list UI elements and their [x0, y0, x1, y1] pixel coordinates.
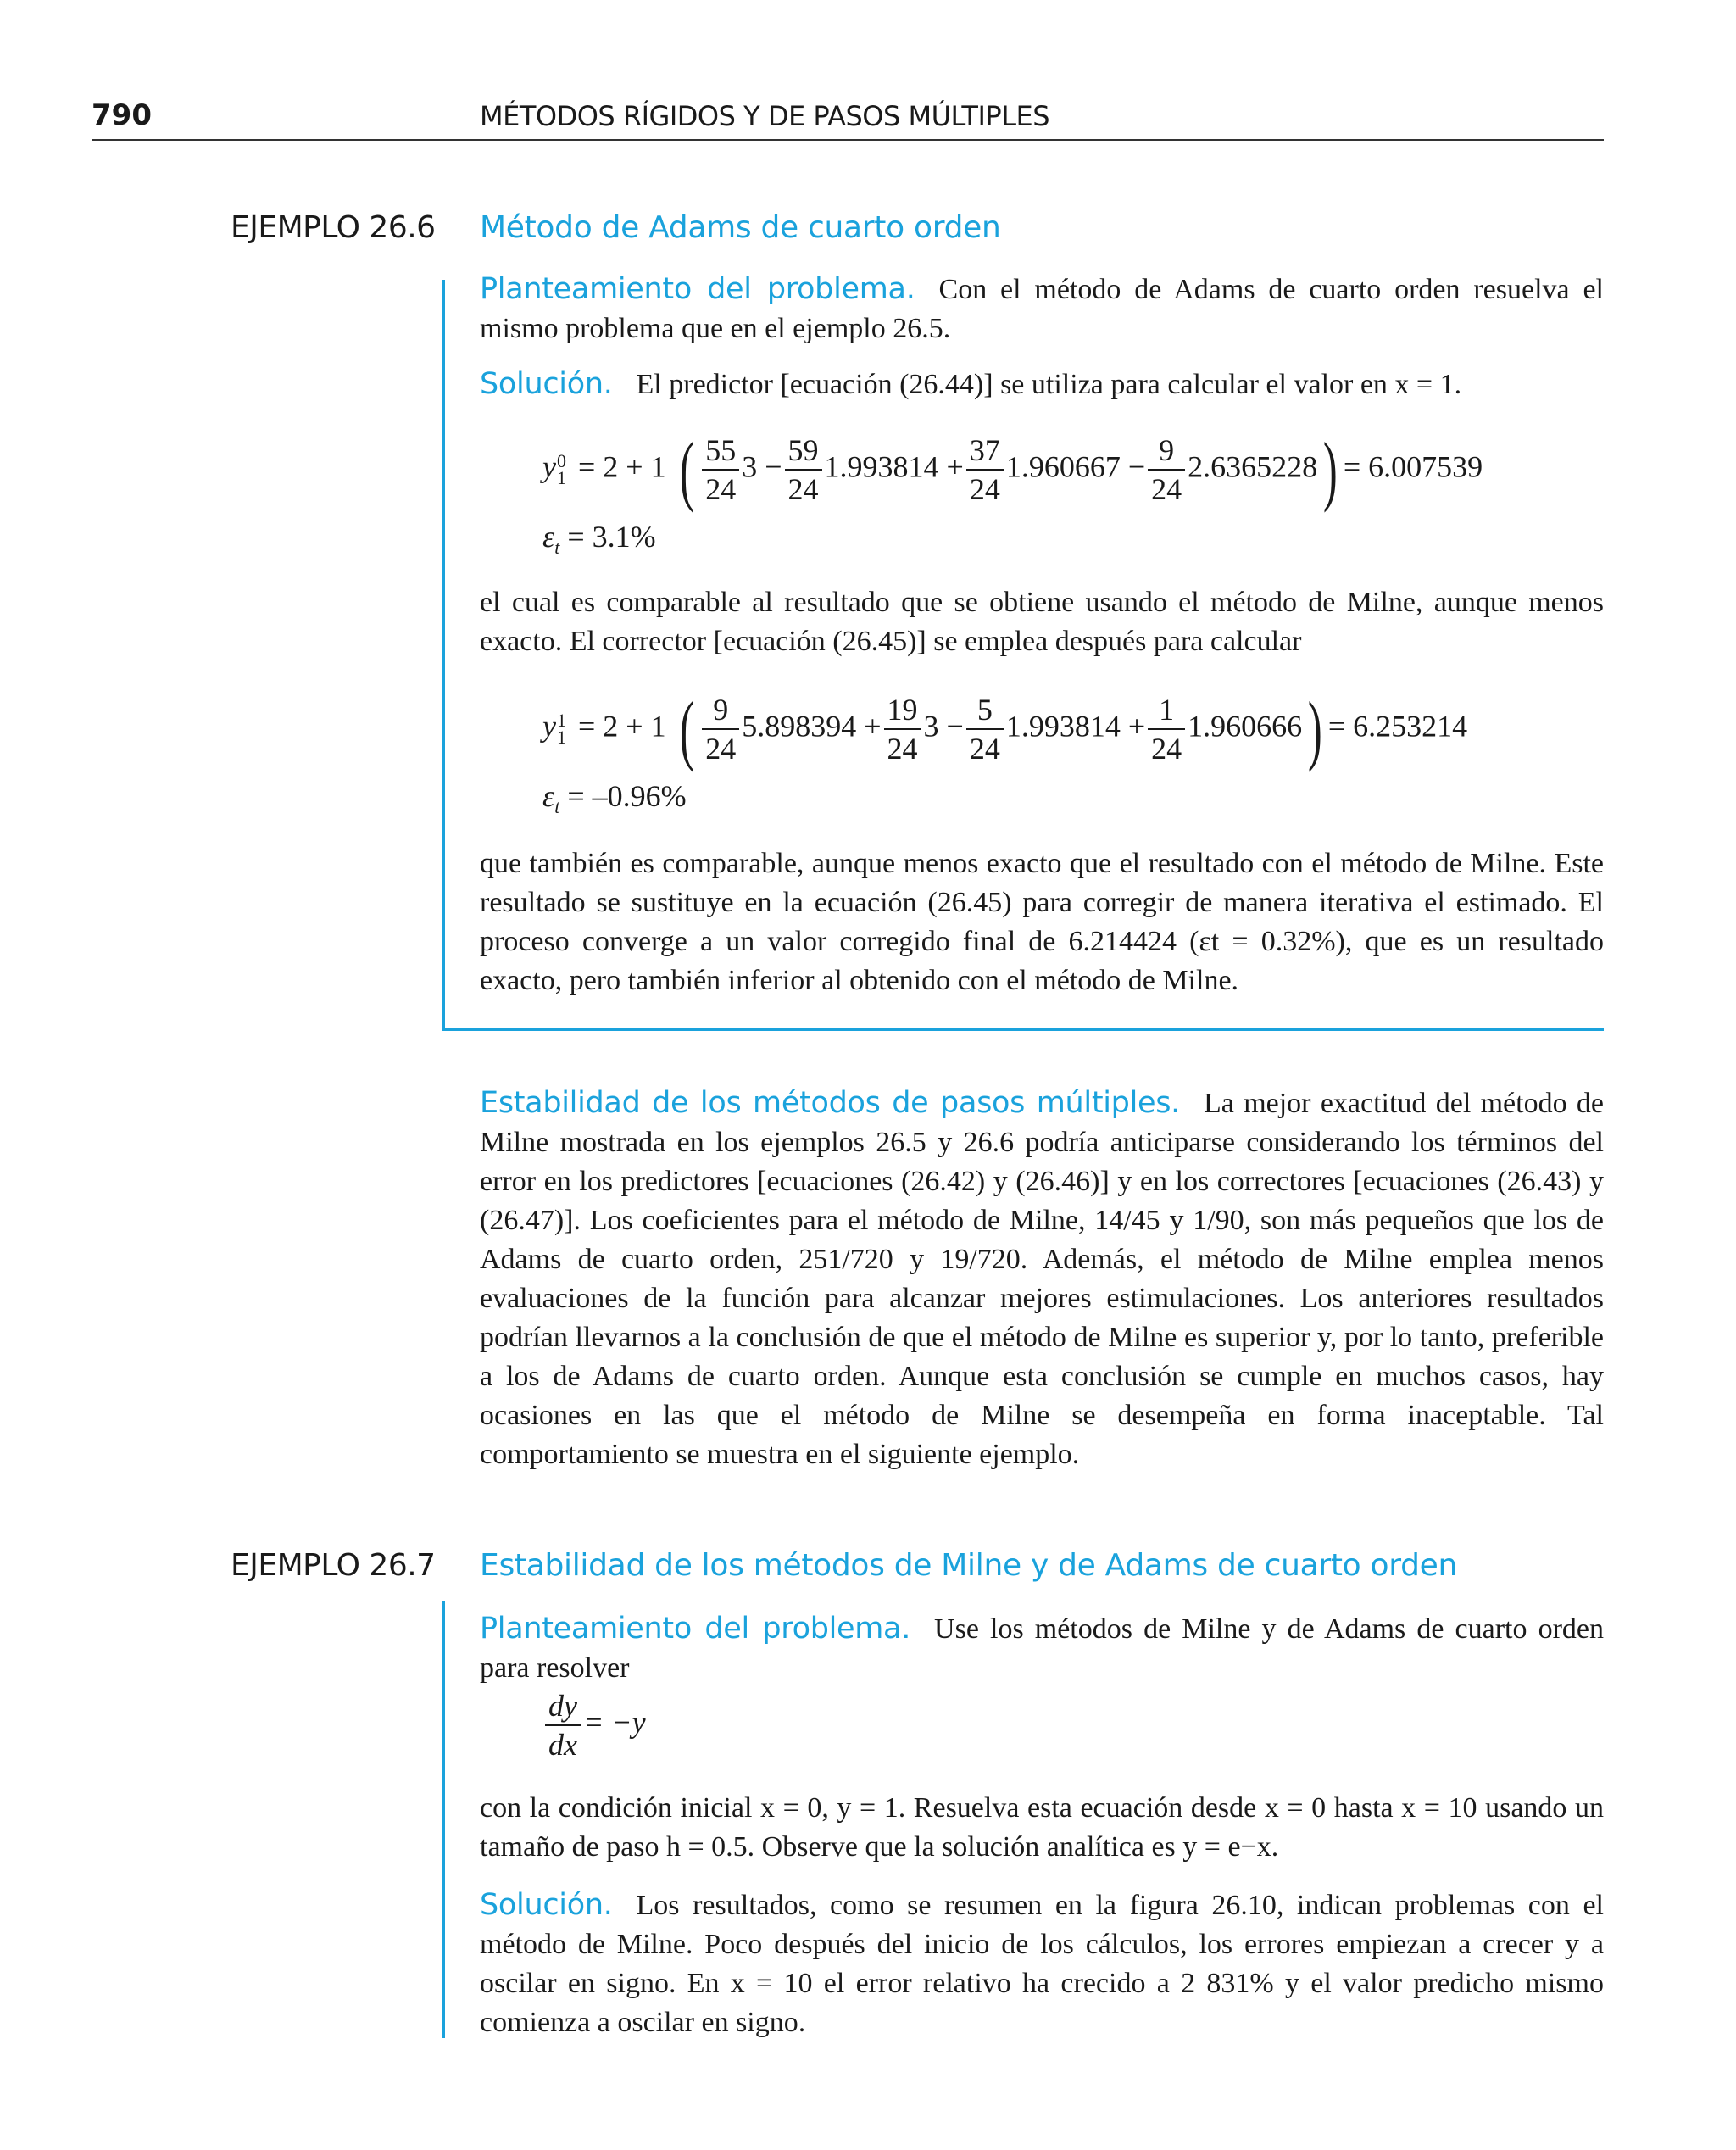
example-side-rule — [442, 1601, 445, 2038]
example-label: EJEMPLO 26.6 — [231, 210, 436, 245]
header-rule — [92, 139, 1604, 141]
example-title: Estabilidad de los métodos de Milne y de Adams de cuarto orden — [480, 1548, 1458, 1583]
example-label: EJEMPLO 26.7 — [231, 1548, 436, 1583]
relative-error-1: $\varepsilon_t = 3.1\%$ — [542, 520, 656, 559]
eq-lhs-sub: 1 — [556, 467, 566, 488]
corrector-equation: y 1 1 = 2 + 1 ( $\frac{9}{24}$ 5.898394 + $\frac{19}{24}$ 3 − $\frac{5}{24}$ 1.993814 + $\frac{1}{24}$ 1.960666) = 6.253214 — [542, 686, 1468, 772]
eq-lhs-sup: 0 — [556, 450, 566, 471]
eq-result: = 6.007539 — [1343, 449, 1483, 484]
solution-lead: Solución. — [480, 367, 613, 401]
derivative-fraction: $\frac{dy}{dx}$ — [545, 1689, 581, 1762]
comparison-paragraph: el cual es comparable al resultado que se obtiene usando el método de Milne, aunque menos exacto. El corrector [ecuación (26.45)] se emplea después para calcular — [480, 587, 1604, 657]
eq-prefix: = 2 + 1 — [577, 449, 666, 484]
fraction: $\frac{9}{24}$ — [702, 693, 739, 766]
right-paren: ) — [1308, 686, 1322, 772]
predictor-equation: y 0 1 = 2 + 1 ( $\frac{55}{24}$ 3 − $\frac{59}{24}$ 1.993814 + $\frac{37}{24}$ 1.960667 − $\frac{9}{24}$ 2.6365228) = 6.007539 — [542, 426, 1483, 513]
page-number: 790 — [92, 98, 152, 132]
condition-paragraph: con la condición inicial x = 0, y = 1. Resuelva esta ecuación desde x = 0 hasta x = 10 usando un tamaño de paso h = 0.5. Observe que la solución analítica es y = e−x. — [480, 1792, 1604, 1863]
problem-text: Con el método de Adams de cuarto orden resuelva el mismo problema que en el ejemplo 26.5. — [480, 274, 1604, 344]
solution-paragraph: Solución. Los resultados, como se resumen en la figura 26.10, indican problemas con el método de Milne. Poco después del inicio de los cálculos, los errores empiezan a crecer y a oscilar en signo. En x = 10 el error relativo ha crecido a 2 831% y el valor predicho mismo comienza a oscilar en signo. — [480, 1888, 1604, 2038]
left-paren: ( — [679, 686, 694, 772]
fraction: $\frac{19}{24}$ — [884, 693, 921, 766]
relative-error-2: $\varepsilon_t = -0.96\%$ — [542, 779, 687, 818]
example-side-rule — [442, 280, 445, 1031]
fraction: $\frac{1}{24}$ — [1148, 693, 1185, 766]
fraction: $\frac{9}{24}$ — [1148, 433, 1185, 506]
solution-text: El predictor [ecuación (26.44)] se utiliza para calcular el valor en x = 1. — [636, 369, 1462, 400]
stability-lead: Estabilidad de los métodos de pasos múltiples. — [480, 1086, 1181, 1120]
example-title: Método de Adams de cuarto orden — [480, 210, 1001, 245]
left-paren: ( — [679, 426, 694, 513]
problem-lead: Planteamiento del problema. — [480, 272, 915, 306]
running-title: MÉTODOS RÍGIDOS Y DE PASOS MÚLTIPLES — [480, 100, 1050, 132]
stability-text: La mejor exactitud del método de Milne mostrada en los ejemplos 26.5 y 26.6 podría anticiparse considerando los términos del error en los predictores [ecuaciones (26.42) y (26.46)] y en los correctores [ecuaciones (26.43) y (26.47)]. Los coeficientes para el método de Milne, 14/45 y 1/90, son más pequeños que los de Adams de cuarto orden, 251/720 y 19/720. Además, el método de Milne emplea menos evaluaciones de la función para alcanzar mejores estimulaciones. Los anteriores resultados podrían llevarnos a la conclusión de que el método de Milne es superior y, por lo tanto, preferible a los de Adams de cuarto orden. Aunque esta conclusión se cumple en muchos casos, hay ocasiones en las que el método de Milne se desempeña en forma inaceptable. Tal comportamiento se muestra en el siguiente ejemplo. — [480, 1088, 1605, 1470]
solution-paragraph — [480, 365, 1604, 404]
fraction: $\frac{37}{24}$ — [966, 433, 1004, 506]
conclusion-paragraph: que también es comparable, aunque menos exacto que el resultado con el método de Milne. Este resultado se sustituye en la ecuación (26.45) para corregir de manera iterativa el estimado. El proceso converge a un valor corregido final de 6.214424 (εt = 0.32%), que es un resultado exacto, pero también inferior al obtenido con el método de Milne. — [480, 848, 1604, 996]
example-bottom-rule — [442, 1028, 1604, 1031]
right-paren: ) — [1323, 426, 1338, 513]
problem-statement — [480, 270, 1604, 348]
fraction: $\frac{5}{24}$ — [966, 693, 1004, 766]
fraction: $\frac{59}{24}$ — [785, 433, 822, 506]
fraction: $\frac{55}{24}$ — [702, 433, 739, 506]
ode-equation: $\frac{dy}{dx}$ = −y — [542, 1689, 646, 1762]
stability-paragraph — [480, 1083, 1604, 1474]
eq-lhs-var: y — [542, 449, 556, 484]
problem-statement: Planteamiento del problema. Use los métodos de Milne y de Adams de cuarto orden para resolver — [480, 1612, 1604, 1684]
